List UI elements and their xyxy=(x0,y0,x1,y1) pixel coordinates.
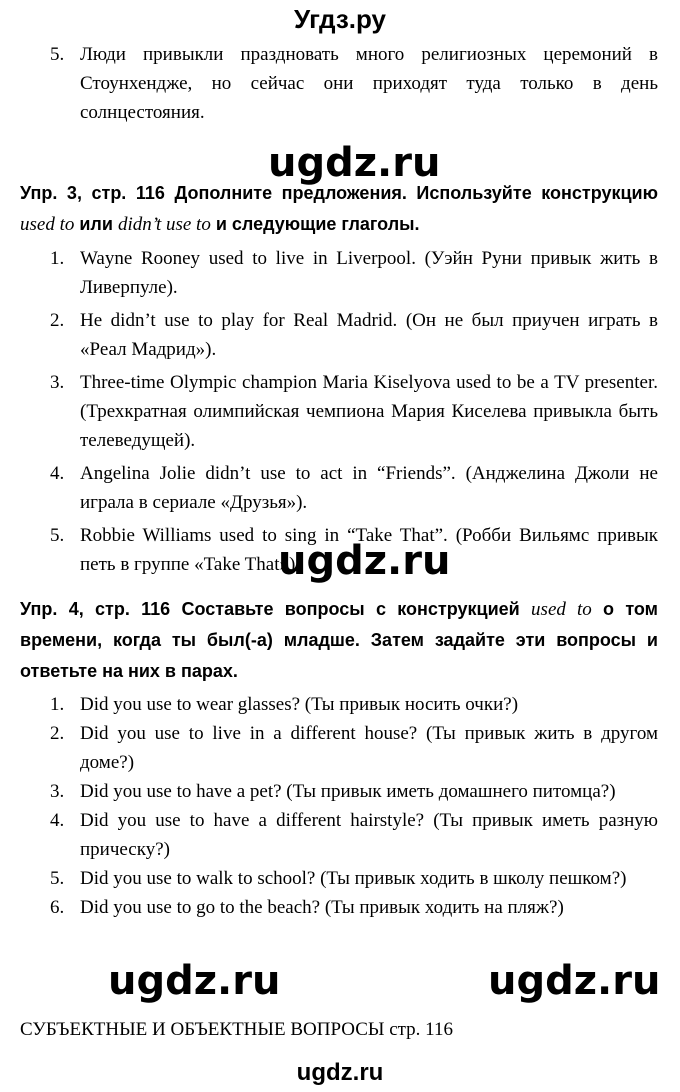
watermark: ugdz.ru xyxy=(268,140,441,186)
item-text: Robbie Williams used to sing in “Take That”. (Робби Вильямс привык петь в группе «Take That»). xyxy=(80,525,658,575)
item-number: 6. xyxy=(50,897,65,918)
exercise-4-list xyxy=(20,690,658,922)
item-text: Did you use to live in a different house? (Ты привык жить в другом доме?) xyxy=(80,723,658,773)
heading-text: и следующие глаголы. xyxy=(210,214,420,234)
item-number: 2. xyxy=(50,723,65,744)
heading-text: или xyxy=(74,214,118,234)
list-item xyxy=(20,40,658,127)
item-text: Angelina Jolie didn’t use to act in “Friends”. (Анджелина Джоли не играла в сериале «Друзья»). xyxy=(80,463,658,513)
item-text: Three-time Olympic champion Maria Kiselyova used to be a TV presenter. (Трехкратная олимпийская чемпиона Мария Киселева привыкла быть телеведущей). xyxy=(80,372,658,451)
item-number: 5. xyxy=(50,525,65,546)
used-to-term: used to xyxy=(20,214,75,235)
list-item xyxy=(20,893,658,922)
item-number: 3. xyxy=(50,781,65,802)
item-number: 4. xyxy=(50,810,65,831)
item-text: He didn’t use to play for Real Madrid. (Он не был приучен играть в «Реал Мадрид»). xyxy=(80,310,658,360)
list-item xyxy=(20,864,658,893)
exercise-3-list xyxy=(20,244,658,579)
item-text: Did you use to have a different hairstyle? (Ты привык иметь разную прическу?) xyxy=(80,810,658,860)
item-number: 4. xyxy=(50,463,65,484)
list-item xyxy=(20,690,658,719)
list-item xyxy=(20,719,658,777)
section-title: СУБЪЕКТНЫЕ И ОБЪЕКТНЫЕ ВОПРОСЫ стр. 116 xyxy=(20,1019,453,1040)
list-item xyxy=(20,777,658,806)
watermark: ugdz.ru xyxy=(278,538,451,584)
item-text: Did you use to wear glasses? (Ты привык носить очки?) xyxy=(80,694,519,715)
exercise-4-heading xyxy=(20,594,658,687)
list-item xyxy=(20,244,658,302)
item-number: 5. xyxy=(50,44,65,65)
intro-list xyxy=(20,40,658,127)
list-item xyxy=(20,368,658,455)
heading-text: Упр. 3, стр. 116 Дополните предложения. Используйте конструкцию xyxy=(20,183,658,203)
watermark: ugdz.ru xyxy=(108,958,281,1004)
item-text: Люди привыкли праздновать много религиозных церемоний в Стоунхендже, но сейчас они приходят туда только в день солнцестояния. xyxy=(80,44,658,123)
didnt-use-to-term: didn’t use to xyxy=(117,214,211,235)
item-text: Did you use to have a pet? (Ты привык иметь домашнего питомца?) xyxy=(80,781,616,802)
item-text: Did you use to walk to school? (Ты привык ходить в школу пешком?) xyxy=(80,868,627,889)
item-text: Did you use to go to the beach? (Ты привык ходить на пляж?) xyxy=(80,897,564,918)
site-header: Угдз.ру xyxy=(294,4,386,34)
heading-text: о том времени, когда ты был(-а) младше. Затем задайте эти вопросы и ответьте на них в парах. xyxy=(20,599,658,681)
item-number: 5. xyxy=(50,868,65,889)
watermark: ugdz.ru xyxy=(488,958,661,1004)
list-item xyxy=(20,806,658,864)
item-number: 1. xyxy=(50,248,65,269)
item-number: 3. xyxy=(50,372,65,393)
item-number: 1. xyxy=(50,694,65,715)
exercise-3-heading xyxy=(20,178,658,240)
list-item xyxy=(20,459,658,517)
item-number: 2. xyxy=(50,310,65,331)
site-footer: ugdz.ru xyxy=(296,1059,384,1086)
item-text: Wayne Rooney used to live in Liverpool. (Уэйн Руни привык жить в Ливерпуле). xyxy=(80,248,658,298)
used-to-term: used to xyxy=(531,599,592,620)
heading-text: Упр. 4, стр. 116 Составьте вопросы с конструкцией xyxy=(20,599,532,619)
list-item xyxy=(20,306,658,364)
